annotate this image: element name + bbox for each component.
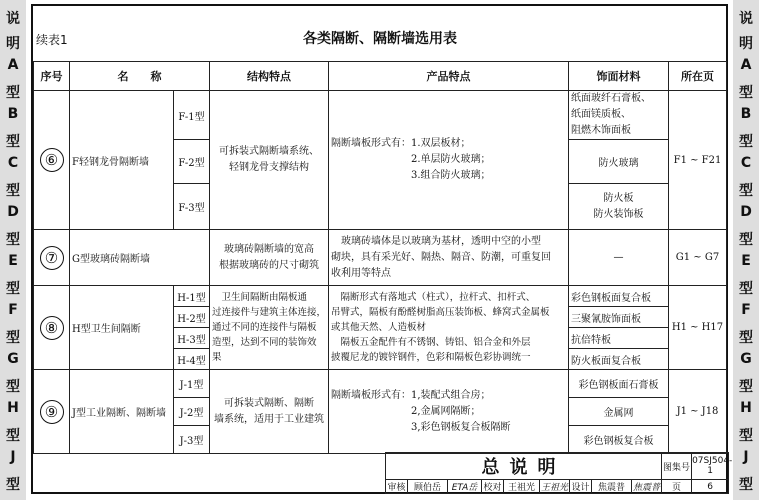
subtype-cell: H-2型 (174, 307, 210, 328)
page-cell: J1 ~ J18 (669, 370, 727, 454)
finish-cell: 抗倍特板 (569, 328, 669, 349)
subtype-cell: H-3型 (174, 328, 210, 349)
structure-cell: 可拆装式隔断墙系统、 轻钢龙骨支撑结构 (210, 91, 329, 230)
designer-signature: 焦震普 (632, 480, 662, 494)
table-row (34, 91, 727, 140)
finish-cell: 纸面玻纤石膏板、 纸面镁质板、 阻燃木饰面板 (569, 91, 669, 140)
row-number: ⑧ (34, 286, 70, 370)
reviewer-signature: ETA岳 (448, 480, 482, 494)
product-cell: 隔断墙板形式有：1,装配式组合房； 2,金属网隔断； 3,彩色钢板复合板隔断 (329, 370, 569, 454)
checker-signature: 王祖光 (540, 480, 570, 494)
table-row (34, 286, 727, 307)
index-tab-char: C (740, 155, 752, 171)
row-name: H型卫生间隔断 (70, 286, 174, 370)
index-tab-char: E (741, 253, 751, 269)
checker-name: 王祖光 (504, 480, 540, 494)
header-page: 所在页 (669, 62, 727, 91)
index-tab-char: G (740, 351, 752, 367)
structure-cell: 玻璃砖隔断墙的宽高 根据玻璃砖的尺寸砌筑 (210, 230, 329, 286)
index-tab-char: 型 (739, 427, 753, 444)
index-tab-char: 型 (739, 329, 753, 346)
atlas-label: 图集号 (662, 453, 692, 480)
index-tab-char: 明 (6, 35, 20, 52)
header-structure: 结构特点 (210, 62, 329, 91)
row-number: ⑦ (34, 230, 70, 286)
subtype-cell: J-3型 (174, 426, 210, 454)
title-block (385, 452, 733, 494)
index-tab-char: H (740, 400, 752, 416)
table-row (34, 370, 727, 398)
review-label: 审核 (386, 480, 408, 494)
index-tab-char: 型 (6, 329, 20, 346)
index-tab-char: F (741, 302, 751, 318)
finish-cell: 防火板面复合板 (569, 349, 669, 370)
subtype-cell: F-2型 (174, 140, 210, 184)
design-label: 设计 (570, 480, 592, 494)
row-number: ⑨ (34, 370, 70, 454)
subtype-cell: F-1型 (174, 91, 210, 140)
page-cell: G1 ~ G7 (669, 230, 727, 286)
row-name: F轻钢龙骨隔断墙 (70, 91, 174, 230)
page-label: 页 (662, 480, 692, 494)
check-label: 校对 (482, 480, 504, 494)
left-index-bar (0, 0, 26, 500)
index-tab-char: 说 (6, 11, 20, 27)
product-cell: 玻璃砖墙体是以玻璃为基材，透明中空的小型 砌块，具有采光好、隔热、隔音、防潮，可重复回 收利用等特点 (329, 230, 569, 286)
index-tab-char: A (740, 57, 752, 73)
index-tab-char: H (7, 400, 19, 416)
subtype-cell: H-4型 (174, 349, 210, 370)
index-tab-char: 型 (6, 84, 20, 101)
finish-cell: 彩色钢板面石膏板 (569, 370, 669, 398)
index-tab-char: 型 (739, 84, 753, 101)
index-tab-char: 型 (739, 280, 753, 297)
designer-name: 焦震普 (592, 480, 632, 494)
table-continuation-label: 续表1 (36, 33, 68, 47)
product-cell: 隔断墙板形式有：1.双层板材； 2.单层防火玻璃； 3.组合防火玻璃； (329, 91, 569, 230)
index-tab-char: 型 (6, 133, 20, 150)
subtype-cell: J-2型 (174, 398, 210, 426)
index-tab-char: C (7, 155, 19, 171)
index-tab-char: 型 (6, 231, 20, 248)
finish-cell: 金属网 (569, 398, 669, 426)
finish-cell: 防火板 防火装饰板 (569, 184, 669, 230)
finish-cell: 防火玻璃 (569, 140, 669, 184)
index-tab-char: B (7, 106, 19, 122)
index-tab-char: F (8, 302, 18, 318)
table-row (34, 230, 727, 286)
index-tab-char: 型 (739, 182, 753, 199)
index-tab-char: D (740, 204, 752, 220)
index-tab-char: 型 (6, 280, 20, 297)
page-cell: H1 ~ H17 (669, 286, 727, 370)
subtype-cell: F-3型 (174, 184, 210, 230)
index-tab-char: B (740, 106, 752, 122)
finish-cell: — (569, 230, 669, 286)
header-finish: 饰面材料 (569, 62, 669, 91)
index-tab-char: J (743, 449, 749, 465)
index-tab-char: 型 (739, 231, 753, 248)
reviewer-name: 顾伯岳 (408, 480, 448, 494)
index-tab-char: 型 (739, 378, 753, 395)
subtype-cell: H-1型 (174, 286, 210, 307)
index-tab-char: 型 (739, 476, 753, 493)
header-name: 名 称 (70, 62, 210, 91)
right-index-bar (733, 0, 759, 500)
structure-cell: 卫生间隔断由隔板通 过连接件与建筑主体连接， 通过不同的连接件与隔板 造型，达到不同的装饰效 果 (210, 286, 329, 370)
row-number: ⑥ (34, 91, 70, 230)
index-tab-char: 明 (739, 35, 753, 52)
product-cell: 隔断形式有落地式（柱式），拉杆式、扣杆式、 吊臂式，隔板有酚醛树脂高压装饰板、蜂窝式金属板 或其他天然、人造板材 隔板五金配件有不锈钢、铸铝、铝合金和外层 披覆尼龙的镀锌钢件，色彩和隔板色彩协调统一 (329, 286, 569, 370)
page-number: 6 (692, 480, 729, 494)
index-tab-char: 型 (6, 427, 20, 444)
header-seq: 序号 (34, 62, 70, 91)
row-name: J型工业隔断、隔断墙 (70, 370, 174, 454)
finish-cell: 三聚氰胺饰面板 (569, 307, 669, 328)
subtype-cell: J-1型 (174, 370, 210, 398)
table-title: 各类隔断、隔断墙选用表 (303, 31, 457, 47)
index-tab-char: 型 (6, 182, 20, 199)
table-header-row (34, 62, 727, 91)
header-product: 产品特点 (329, 62, 569, 91)
index-tab-char: E (8, 253, 18, 269)
page-cell: F1 ~ F21 (669, 91, 727, 230)
index-tab-char: 型 (739, 133, 753, 150)
row-name: G型玻璃砖隔断墙 (70, 230, 210, 286)
partition-selection-table (33, 61, 727, 454)
index-tab-char: 说 (739, 11, 753, 27)
structure-cell: 可拆装式隔断、隔断 墙系统，适用于工业建筑 (210, 370, 329, 454)
finish-cell: 彩色钢板复合板 (569, 426, 669, 454)
sheet-title: 总说明 (386, 453, 662, 480)
index-tab-char: 型 (6, 476, 20, 493)
finish-cell: 彩色钢板面复合板 (569, 286, 669, 307)
atlas-number: 07SJ504-1 (692, 453, 729, 480)
index-tab-char: D (7, 204, 19, 220)
index-tab-char: 型 (6, 378, 20, 395)
index-tab-char: G (7, 351, 19, 367)
index-tab-char: J (10, 449, 16, 465)
index-tab-char: A (7, 57, 19, 73)
